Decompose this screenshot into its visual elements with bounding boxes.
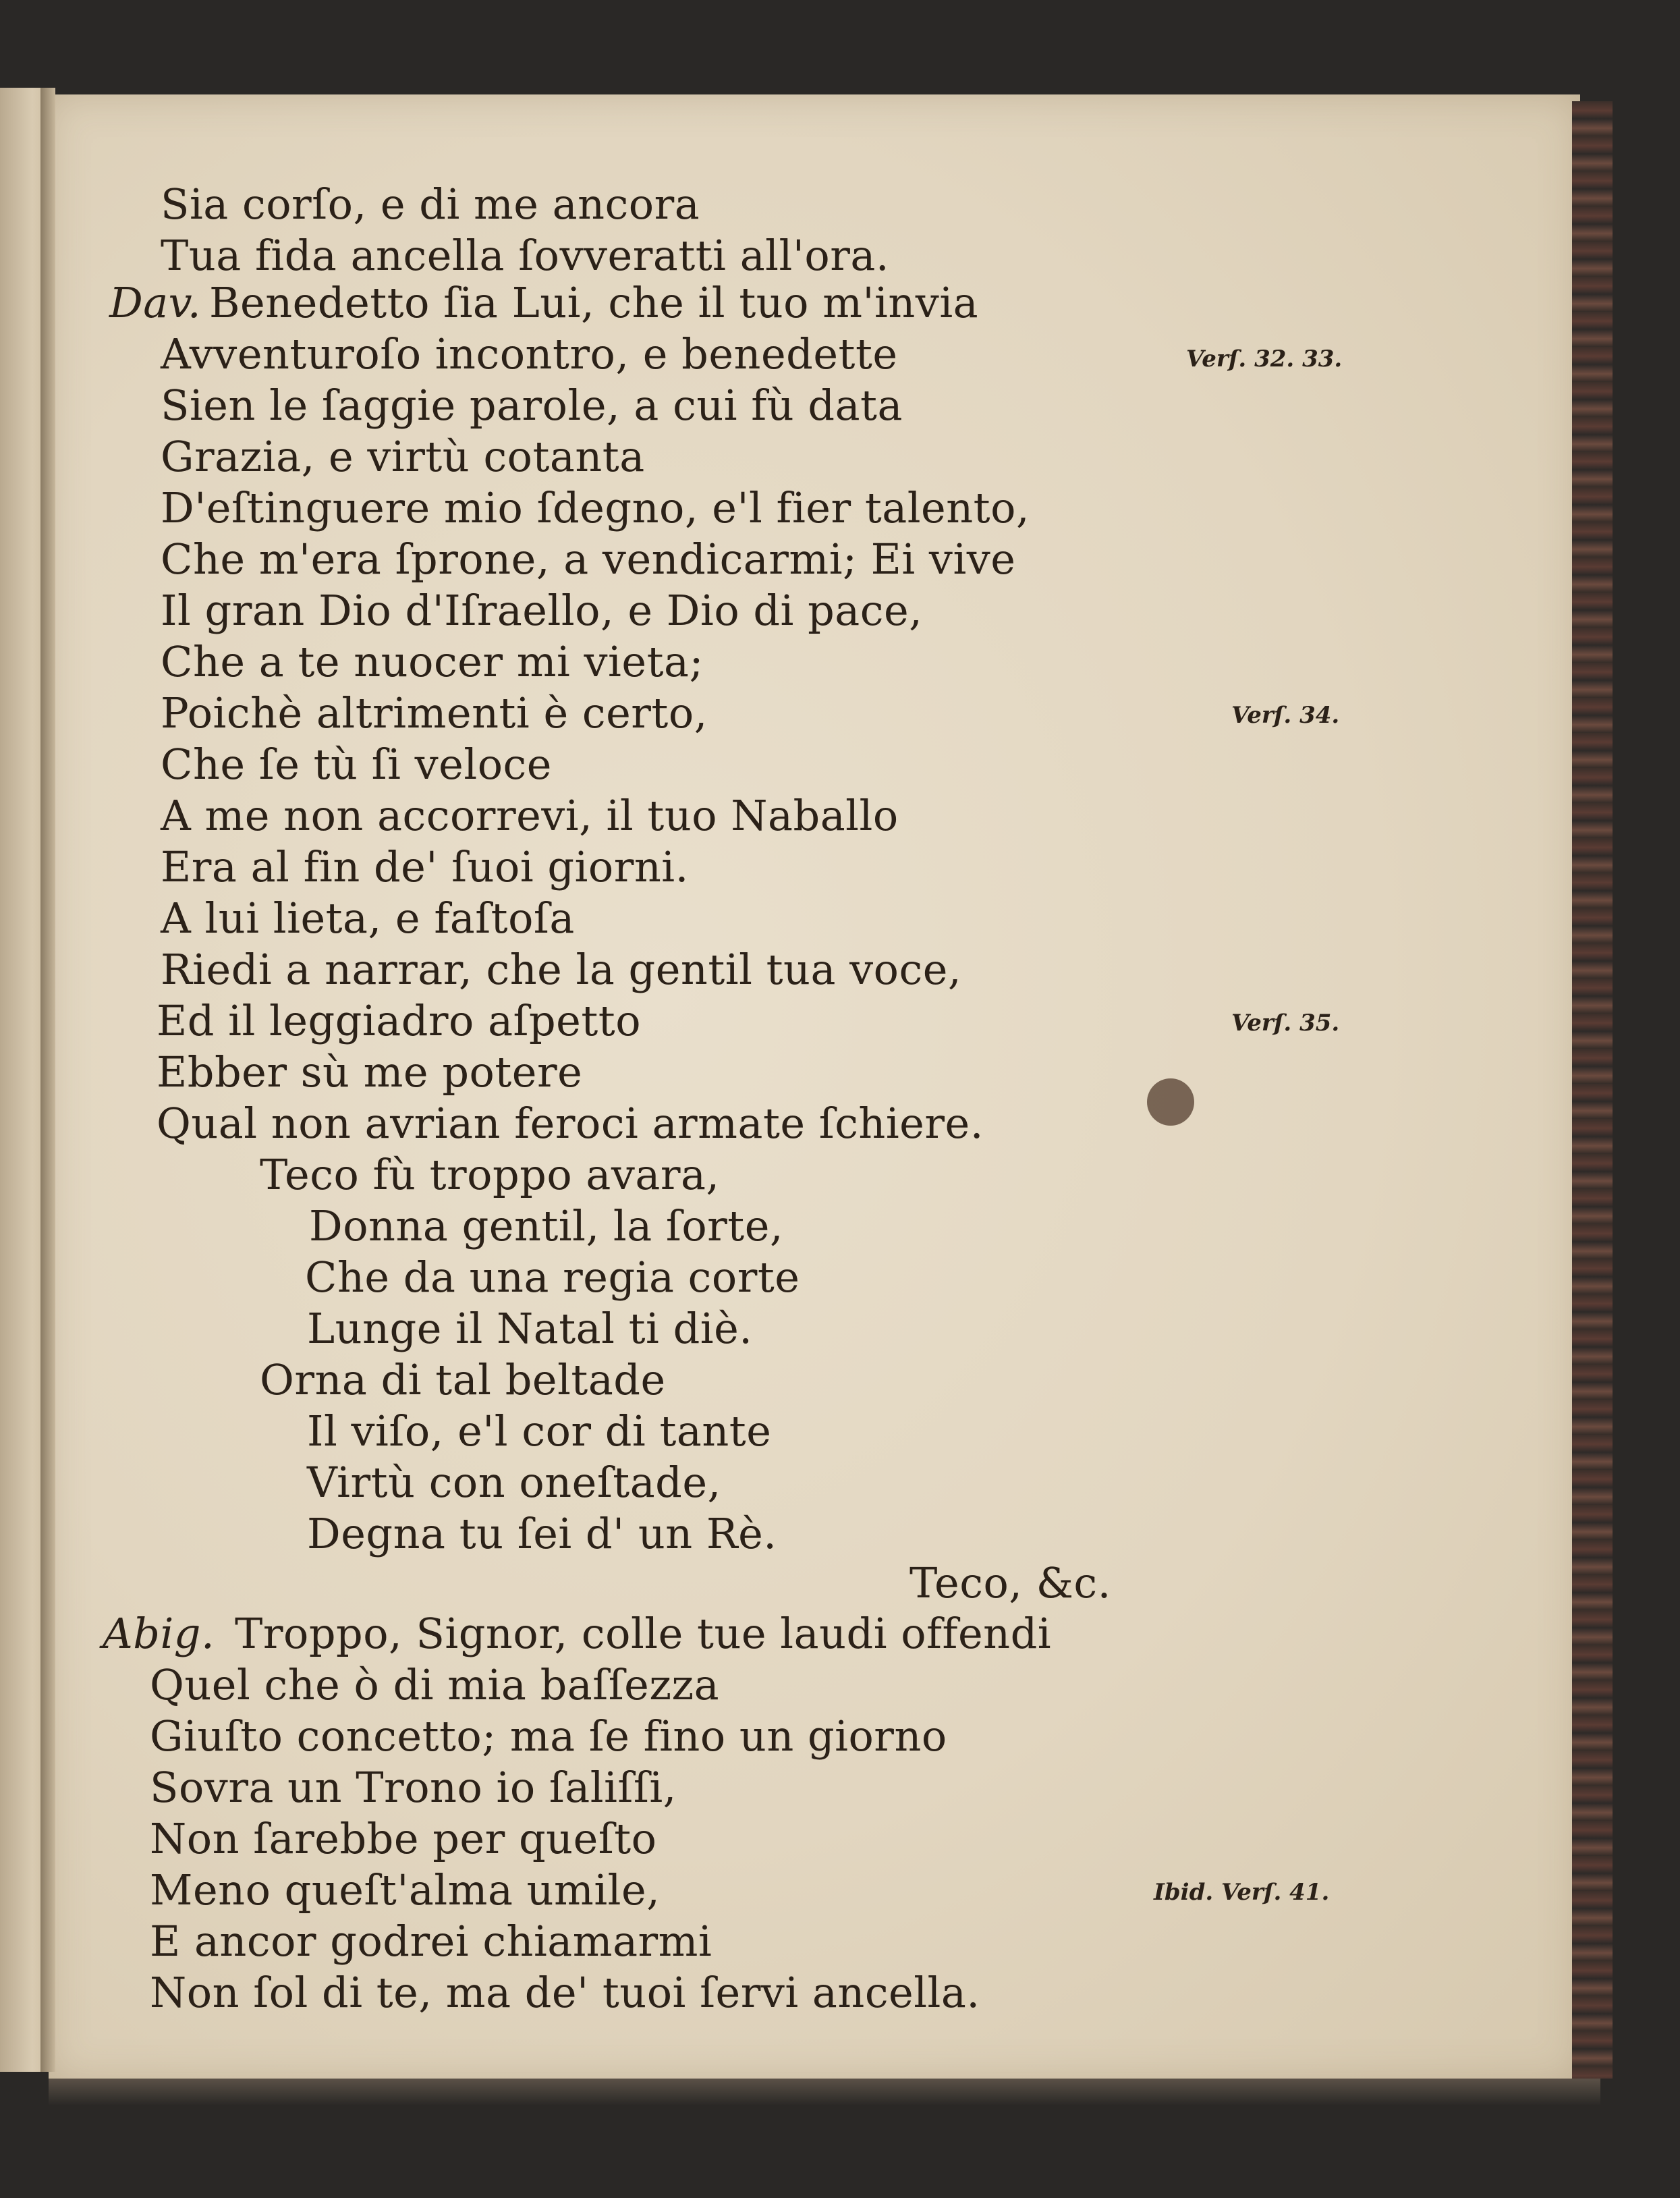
verse-line: Il viſo, e'l cor di tante — [307, 1406, 772, 1456]
verse-line: Troppo, Signor, colle tue laudi offendi — [235, 1609, 1052, 1658]
verse-line: Giuſto concetto; ma ſe fino un giorno — [150, 1711, 947, 1761]
verse-line: Il gran Dio d'Iſraello, e Dio di pace, — [161, 586, 923, 635]
binding-gutter — [40, 88, 55, 2072]
verse-line: Sovra un Trono io ſaliſſi, — [150, 1763, 677, 1812]
verse-line: Poichè altrimenti è certo, — [161, 688, 708, 738]
margin-note: Verſ. 32. 33. — [1186, 346, 1343, 373]
margin-note: Verſ. 34. — [1231, 702, 1340, 729]
verse-line: E ancor godrei chiamarmi — [150, 1917, 712, 1966]
verse-line: Donna gentil, la ſorte, — [309, 1201, 784, 1251]
verse-line: Era al fin de' ſuoi giorni. — [161, 842, 689, 891]
verse-line: Orna di tal beltade — [260, 1355, 666, 1404]
verse-line: Sien le ſaggie parole, a cui fù data — [161, 381, 903, 430]
verse-line: Tua fida ancella ſovveratti all'ora. — [161, 231, 890, 280]
verse-line: Degna tu ſei d' un Rè. — [307, 1509, 777, 1558]
marbled-cover-edge — [1572, 101, 1613, 2079]
page-bottom-shadow — [49, 2079, 1600, 2106]
verse-line: D'eſtinguere mio ſdegno, e'l fier talento, — [161, 483, 1030, 532]
verse-line: Che ſe tù ſi veloce — [161, 740, 552, 789]
verse-line: Riedi a narrar, che la gentil tua voce, — [161, 945, 962, 994]
verse-line: A lui lieta, e faſtoſa — [161, 894, 575, 943]
verse-line: Che m'era ſprone, a vendicarmi; Ei vive — [161, 534, 1016, 584]
verse-line: Non ſarebbe per queſto — [150, 1814, 657, 1863]
verse-line: A me non accorrevi, il tuo Naballo — [161, 791, 899, 840]
verse-line: Lunge il Natal ti diè. — [307, 1304, 753, 1353]
verse-line: Teco fù troppo avara, — [260, 1150, 720, 1199]
verse-line: Virtù con oneſtade, — [307, 1458, 721, 1507]
ink-stain — [1147, 1078, 1194, 1126]
speaker-label: Abig. — [103, 1609, 215, 1658]
verse-line: Avventuroſo incontro, e benedette — [161, 329, 898, 379]
verse-line: Grazia, e virtù cotanta — [161, 432, 645, 481]
verse-line: Quel che ò di mia baſſezza — [150, 1660, 720, 1709]
speaker-label: Dav. — [109, 278, 202, 327]
verse-line: Meno queſt'alma umile, — [150, 1865, 661, 1915]
margin-note: Verſ. 35. — [1231, 1010, 1340, 1037]
margin-note: Ibid. Verſ. 41. — [1154, 1879, 1330, 1906]
verse-line: Ed il leggiadro aſpetto — [157, 996, 642, 1045]
verse-line: Benedetto ſia Lui, che il tuo m'invia — [209, 278, 979, 327]
verse-line: Sia corſo, e di me ancora — [161, 180, 700, 229]
verse-line: Ebber sù me potere — [157, 1047, 583, 1097]
verse-line: Non ſol di te, ma de' tuoi ſervi ancella. — [150, 1968, 980, 2017]
verse-line: Qual non avrian feroci armate ſchiere. — [157, 1099, 984, 1148]
verse-line: Che da una regia corte — [305, 1253, 800, 1302]
chorus-cue: Teco, &c. — [909, 1558, 1111, 1608]
verse-line: Che a te nuocer mi vieta; — [161, 637, 704, 686]
